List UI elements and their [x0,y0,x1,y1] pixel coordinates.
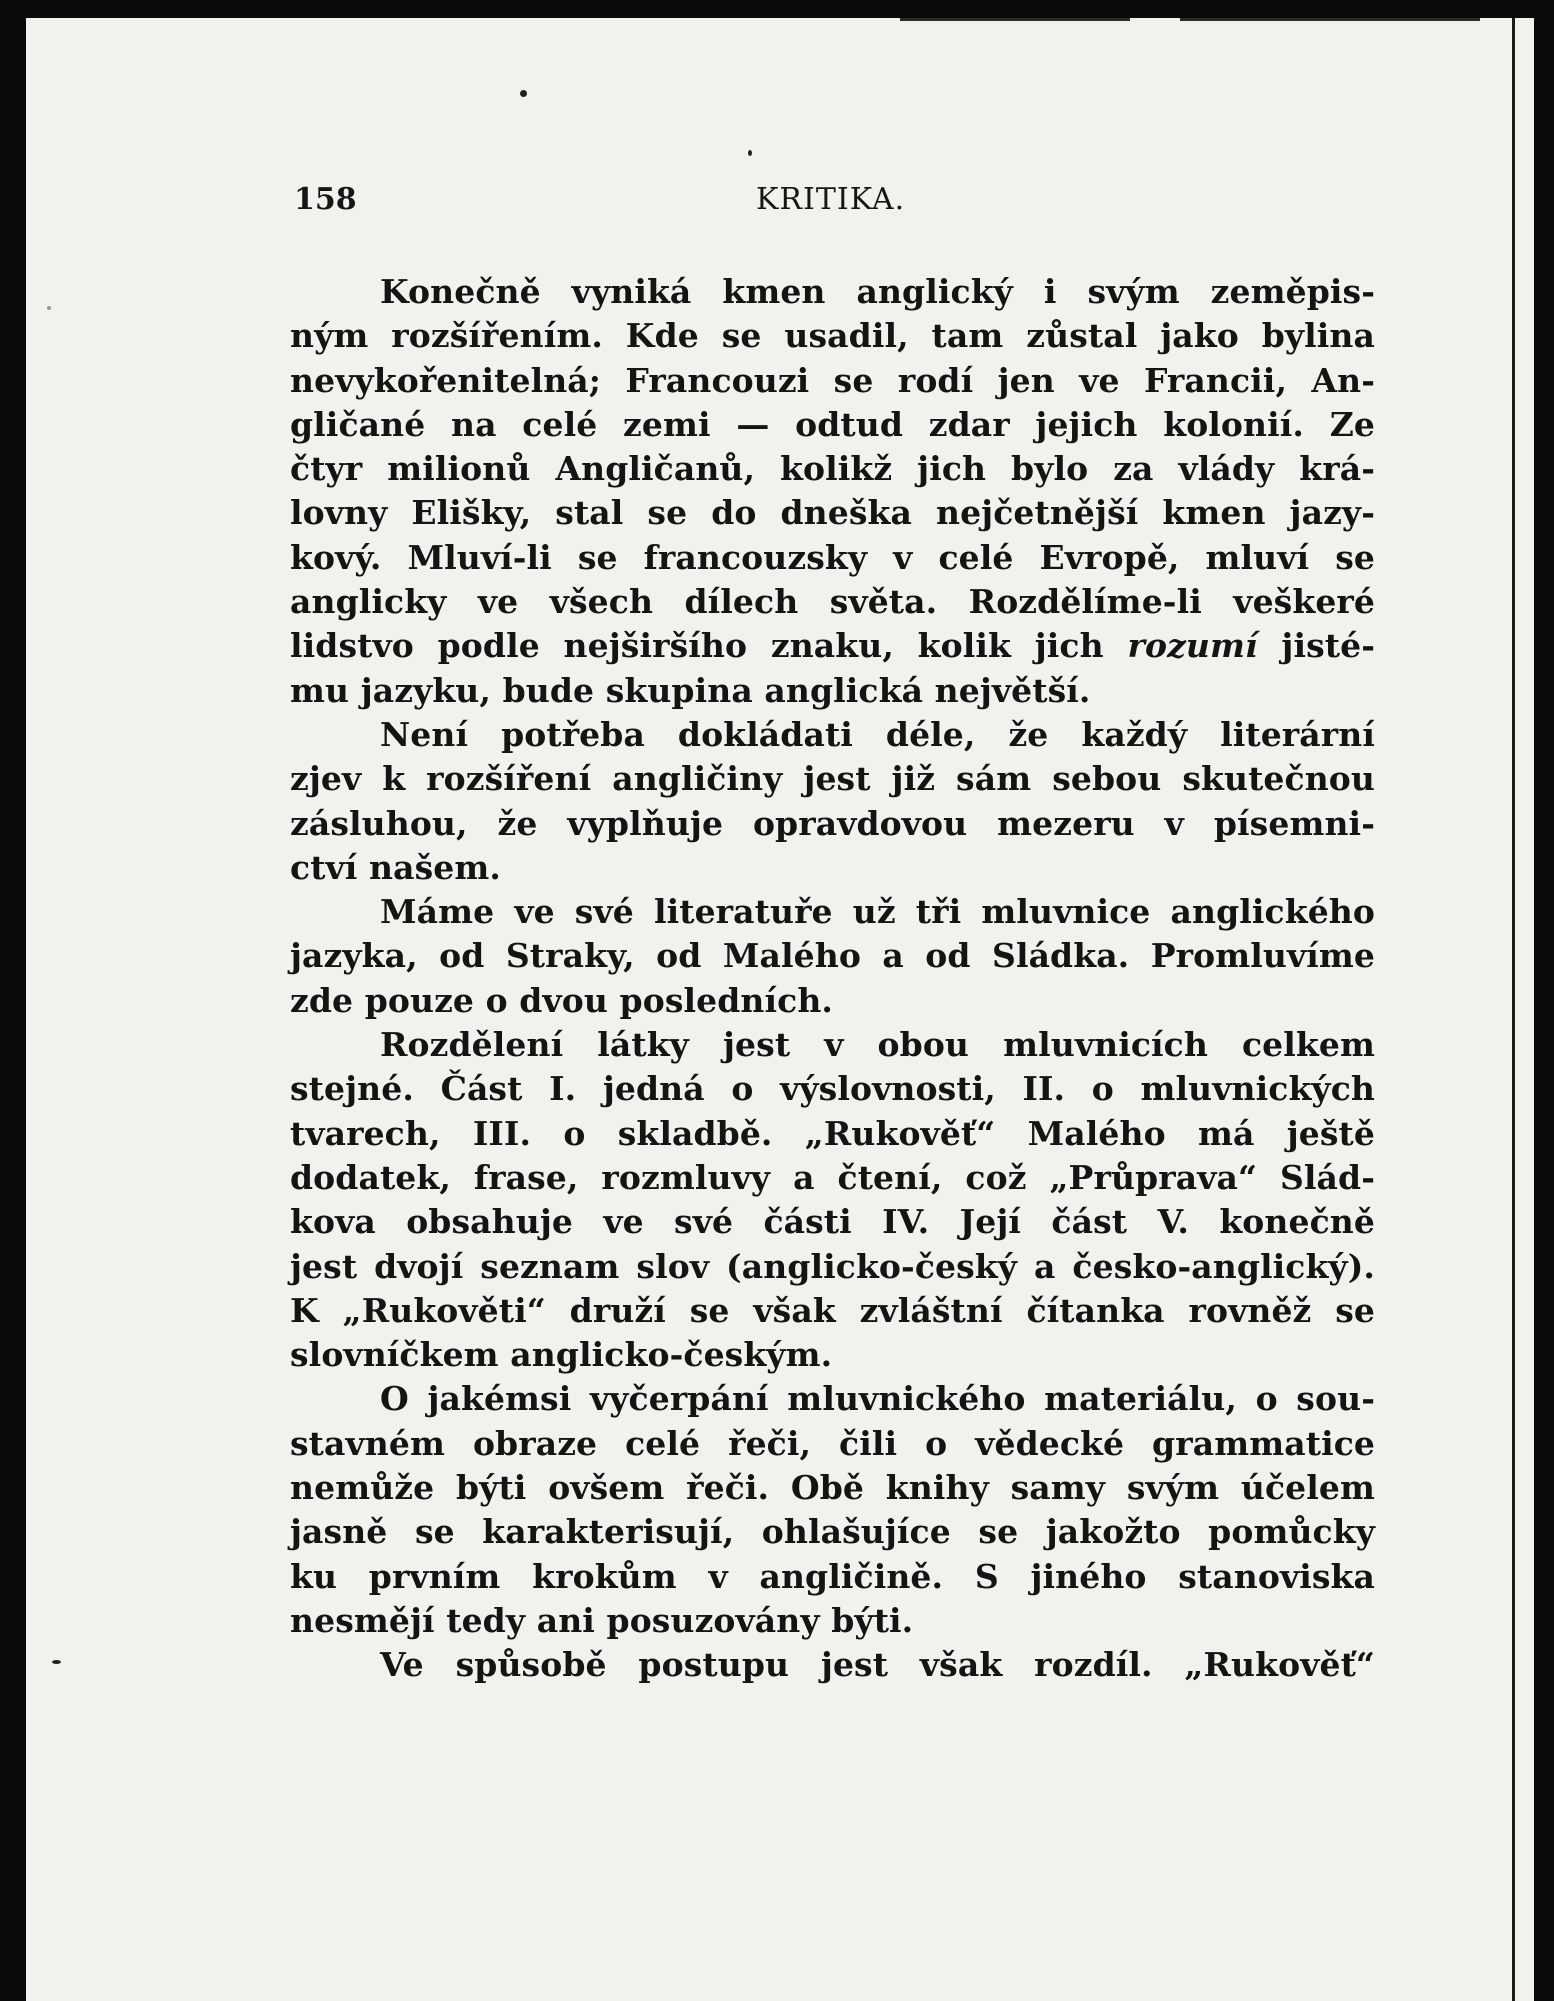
text-line: Konečně vyniká kmen anglický i svým zeměpis- [380,272,1375,311]
text-line: jest dvojí seznam slov (anglicko-český a česko-anglický). [290,1246,1375,1286]
body-text [290,270,1375,1688]
text-segment: jisté- [1281,626,1376,666]
text-line: ku prvním krokům v angličině. S jiného stanoviska [290,1556,1375,1596]
text-line: dodatek, frase, rozmluvy a čtení, což „Průprava“ Slád- [290,1157,1375,1197]
text-line: Není potřeba dokládati déle, že každý literární [380,714,1375,754]
text-line: stejné. Část I. jedná o výslovnosti, II. o mluvnických [290,1069,1375,1109]
text-line: mu jazyku, bude skupina anglická největší. [290,670,1091,710]
text-line: slovníčkem anglicko-českým. [290,1335,833,1375]
page-right-edge [1512,18,1515,2001]
text-line: zjev k rozšíření angličiny jest již sám sebou skutečnou [290,759,1375,799]
text-line: zde pouze o dvou posledních. [290,980,834,1020]
ink-speck [520,90,527,97]
text-line: zásluhou, že vyplňuje opravdovou mezeru v písemni- [290,803,1375,843]
running-head [294,182,1374,222]
top-edge-mark [1180,18,1480,21]
ink-speck [47,306,51,310]
text-line: ným rozšířením. Kde se usadil, tam zůstal jako bylina [290,316,1375,356]
ink-speck [748,150,752,156]
text-line: kova obsahuje ve své části IV. Její část V. konečně [290,1202,1375,1242]
text-line: nesmějí tedy ani posuzovány býti. [290,1600,914,1640]
text-line: jasně se karakterisují, ohlašujíce se jakožto pomůcky [290,1512,1375,1552]
text-line: nemůže býti ovšem řeči. Obě knihy samy svým účelem [290,1468,1375,1508]
text-line: ctví našem. [290,847,501,887]
text-line: K „Rukověti“ druží se však zvláštní čítanka rovněž se [290,1290,1375,1330]
text-line: jazyka, od Straky, od Malého a od Sládka. Promluvíme [290,936,1375,976]
text-segment: lidstvo podle nejširšího znaku, kolik jich [290,626,1104,666]
text-line: čtyr milionů Angličanů, kolikž jich bylo za vlády krá- [290,449,1375,489]
text-line: anglicky ve všech dílech světa. Rozdělíme-li veškeré [290,582,1375,622]
text-line: gličané na celé zemi — odtud zdar jejich kolonií. Ze [290,404,1375,444]
text-line: lovny Elišky, stal se do dneška nejčetnější kmen jazy- [290,493,1375,533]
text-line-with-emphasis [290,624,1375,668]
ink-speck [52,1660,61,1664]
text-line: O jakémsi vyčerpání mluvnického materiálu, o sou- [380,1379,1375,1419]
emphasized-word: rozumí [1127,626,1258,666]
text-line: kový. Mluví-li se francouzsky v celé Evropě, mluví se [290,537,1375,577]
text-line: Ve spůsobě postupu jest však rozdíl. „Rukověť“ [380,1645,1375,1685]
running-title: KRITIKA. [756,182,906,217]
text-line: nevykořenitelná; Francouzi se rodí jen ve Francii, An- [290,360,1375,400]
text-line: tvarech, III. o skladbě. „Rukověť“ Malého má ještě [290,1113,1375,1153]
page-number: 158 [294,182,357,217]
text-line: Máme ve své literatuře už tři mluvnice anglického [380,892,1375,932]
top-edge-mark [900,18,1130,21]
text-line: Rozdělení látky jest v obou mluvnicích celkem [380,1025,1375,1065]
text-line: stavném obraze celé řeči, čili o vědecké grammatice [290,1423,1375,1463]
